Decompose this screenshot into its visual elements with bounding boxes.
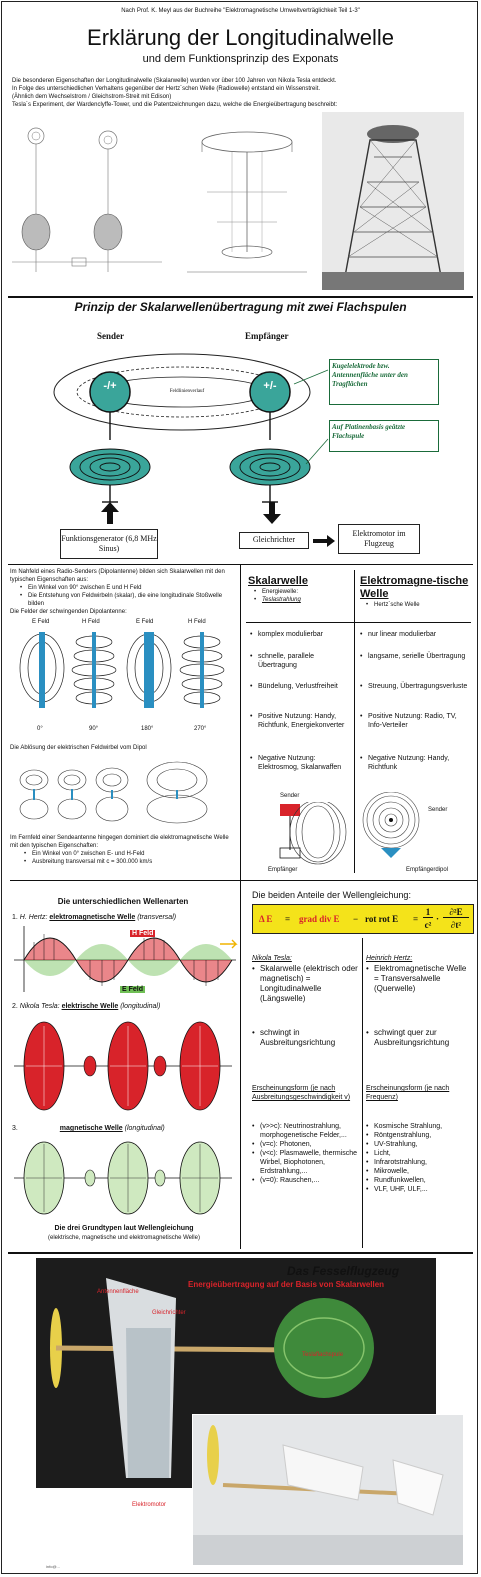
callout-flat-coil: Auf Platinenbasis geätzte Flachspule xyxy=(329,420,439,452)
arrow-right-icon xyxy=(313,535,335,547)
scalar-sender-label: Sender xyxy=(280,793,300,799)
callout-electrode: Kugelelektrode bzw. Antennenfläche unter den Tragflächen xyxy=(329,359,439,405)
plane-subheading: Energieübertragung auf der Basis von Skalarwellen xyxy=(188,1280,385,1289)
wave-equation-box: Δ E = grad div E − rot rot E = 1 c² · ∂²E ∂t² xyxy=(252,904,474,934)
arrow-down-icon xyxy=(262,502,282,524)
divider xyxy=(246,622,471,623)
sender-label: Sender xyxy=(97,331,124,341)
tesla-forms-list: • (v>>c): Neutrinostrahlung, morphogenetische Felder,... • (v=c): Photonen, • (v<c): Plasmawelle, thermische Wirbel, Biophotonen, Erdstrahlung,... • (v=0): Rauschen,... xyxy=(252,1122,360,1185)
wave-types-footer-sub: (elektrische, magnetische und elektromagnetische Welle) xyxy=(48,1235,200,1241)
principle-diagram xyxy=(42,342,332,522)
divider xyxy=(10,880,240,881)
receiver-label: Empfänger xyxy=(245,331,289,341)
em-sender-label: Sender xyxy=(428,807,448,813)
patent-drawing-2 xyxy=(177,122,317,282)
label-rectifier: Gleichrichter xyxy=(152,1310,186,1316)
tesla-name: Nikola Tesla: xyxy=(252,955,292,962)
divider xyxy=(8,296,473,298)
motor-box: Elektromotor im Flugzeug xyxy=(338,524,420,554)
rectifier-box: Gleichrichter xyxy=(239,532,309,549)
em-column-header: Elektromagne-tische Welle • Hertz´sche Welle xyxy=(360,575,472,609)
wave-types-footer: Die drei Grundtypen laut Wellengleichung xyxy=(54,1225,194,1232)
hertz-wave-list: • Elektromagnetische Welle = Transversalwelle (Querwelle) • schwingt quer zur Ausbreitungsrichtung xyxy=(366,964,472,1048)
page-title: Erklärung der Longitudinalwelle xyxy=(87,25,394,50)
em-properties-list: • nur linear modulierbar • langsame, serielle Übertragung • Streuung, Übertragungsverluste • Positive Nutzung: Radio, TV, Info-Verteiler • Negative Nutzung: Handy, Richtfunk xyxy=(360,630,472,784)
sender-electrode-symbol: -/+ xyxy=(103,380,117,392)
wave-1-title: 1. H. Hertz: elektromagnetische Welle (transversal) xyxy=(12,914,177,921)
angle-3: 180° xyxy=(141,726,154,732)
label-antenna-area: Antennenfläche xyxy=(97,1289,139,1295)
dipole-field-diagram xyxy=(12,628,234,726)
tesla-forms-title: Erscheinungsform (je nach Ausbreitungsgeschwindigkeit v) xyxy=(252,1085,351,1101)
divider xyxy=(240,880,477,881)
plane-heading: Das Fesselflugzeug xyxy=(287,1264,400,1278)
hertz-forms-title: Erscheinungsform (je nach Frequenz) xyxy=(366,1085,450,1101)
angle-2: 90° xyxy=(89,726,99,732)
dipole-label-3: E Feld xyxy=(136,619,154,625)
angle-4: 270° xyxy=(194,726,207,732)
scalar-properties-list: • komplex modulierbar • schnelle, parallele Übertragung • Bündelung, Verlustfreiheit • Positive Nutzung: Handy, Richtfunk, Energiekonverter • Negative Nutzung: Elektrosmog, Skalarwaffen xyxy=(250,630,350,784)
intro-text: Die besonderen Eigenschaften der Longitudinalwelle (Skalarwelle) wurden vor über 100 Jahren von Nikola Tesla entdeckt. In Folge des unterschiedlichen Verhaltens gegenüber der Hertz´schen Welle (Radiowelle) entstand ein Wissenstreit. (Ähnlich dem Wechselstrom / Gleichstrom-Streit mit Edison) Tesla´s Experiment, der Wardenclyffe-Tower, und die Patentzeichnungen dazu, welche die Energieübertragung beschreibt: xyxy=(12,78,338,108)
h-field-label: H Feld xyxy=(132,930,154,937)
magnetic-wave-diagram xyxy=(10,1136,238,1222)
farfield-text: Im Fernfeld einer Sendeantenne hingegen dominiert die elektromagnetische Welle mit den typischen Eigenschaften: • Ein Winkel von 0° zwischen E- und H-Feld • Ausbreitung transversal mit c = 300.000 km/s xyxy=(10,834,236,866)
header-top-line: Nach Prof. K. Meyl aus der Buchreihe "Elektromagnetische Umweltverträglichkeit Teil 1-3" xyxy=(121,8,360,14)
divider xyxy=(362,938,363,1248)
column-divider xyxy=(240,564,241,1249)
divider xyxy=(8,1252,473,1254)
label-electric-motor: Elektromotor xyxy=(132,1502,167,1508)
em-wave-diagram xyxy=(10,924,238,994)
patent-drawing-1 xyxy=(12,122,172,282)
footer-contact: info@... xyxy=(46,1564,60,1569)
dipole-label-1: E Feld xyxy=(32,619,50,625)
wave-3-title: 3. magnetische Welle (longitudinal) xyxy=(12,1125,165,1132)
nearfield-text: Im Nahfeld eines Radio-Senders (Dipolantenne) bilden sich Skalarwellen mit den typischen Eigenschaften aus: • Ein Winkel von 90° zwischen E und H Feld • Die Entstehung von Feldwirbeln (skalar), die eine longitudinale Stoßwelle bilden Die Felder der schwingenden Dipolantenne: xyxy=(10,568,235,616)
wave-2-title: 2. Nikola Tesla: elektrische Welle (longitudinal) xyxy=(12,1003,161,1010)
wave-types-heading: Die unterschiedlichen Wellenarten xyxy=(57,897,189,906)
em-radiation-diagram xyxy=(357,792,429,858)
hertz-forms-list: • Kosmische Strahlung, • Röntgenstrahlung, • UV-Strahlung, • Licht, • Infrarotstrahlung, • Mikrowelle, • Rundfunkwellen, • VLF, UHF, ULF,... xyxy=(366,1122,472,1194)
tesla-wave-list: • Skalarwelle (elektrisch oder magnetisch) = Longitudinalwelle (Längswelle) • schwingt in Ausbreitungsrichtung xyxy=(252,964,358,1048)
divider xyxy=(354,570,355,873)
e-field-label: E Feld xyxy=(122,986,144,993)
label-tesla-coil: Teslaflachspule xyxy=(302,1352,344,1358)
page-subtitle: und dem Funktionsprinzip des Exponats xyxy=(142,53,339,65)
dipole-label-2: H Feld xyxy=(82,619,100,625)
poster xyxy=(1,1,478,1574)
arrow-up-icon xyxy=(100,502,120,524)
wardenclyffe-tower-photo xyxy=(322,112,464,290)
vortex-release-diagram xyxy=(12,754,234,826)
field-line-label: Feldlinienverlauf xyxy=(169,389,205,394)
scalar-receiver-label: Empfänger xyxy=(268,867,298,873)
vortex-release-caption: Die Ablösung der elektrischen Feldwirbel vom Dipol xyxy=(10,745,147,751)
angle-1: 0° xyxy=(37,726,43,732)
scalar-column-header: Skalarwelle • Energiewelle: • Teslastrahlung xyxy=(248,575,348,604)
electric-wave-diagram xyxy=(10,1014,238,1118)
tethered-plane-photo-2 xyxy=(192,1414,464,1566)
scalar-transmission-diagram xyxy=(268,802,350,866)
equation-caption: Die beiden Anteile der Wellengleichung: xyxy=(252,890,411,900)
dipole-label-4: H Feld xyxy=(188,619,206,625)
function-generator-box: Funktionsgenerator (6,8 MHz Sinus) xyxy=(60,529,158,559)
receiver-electrode-symbol: +/- xyxy=(263,380,277,392)
principle-heading: Prinzip der Skalarwellenübertragung mit zwei Flachspulen xyxy=(74,300,407,314)
em-receiver-label: Empfängerdipol xyxy=(406,867,449,873)
hertz-name: Heinrich Hertz: xyxy=(366,955,413,962)
